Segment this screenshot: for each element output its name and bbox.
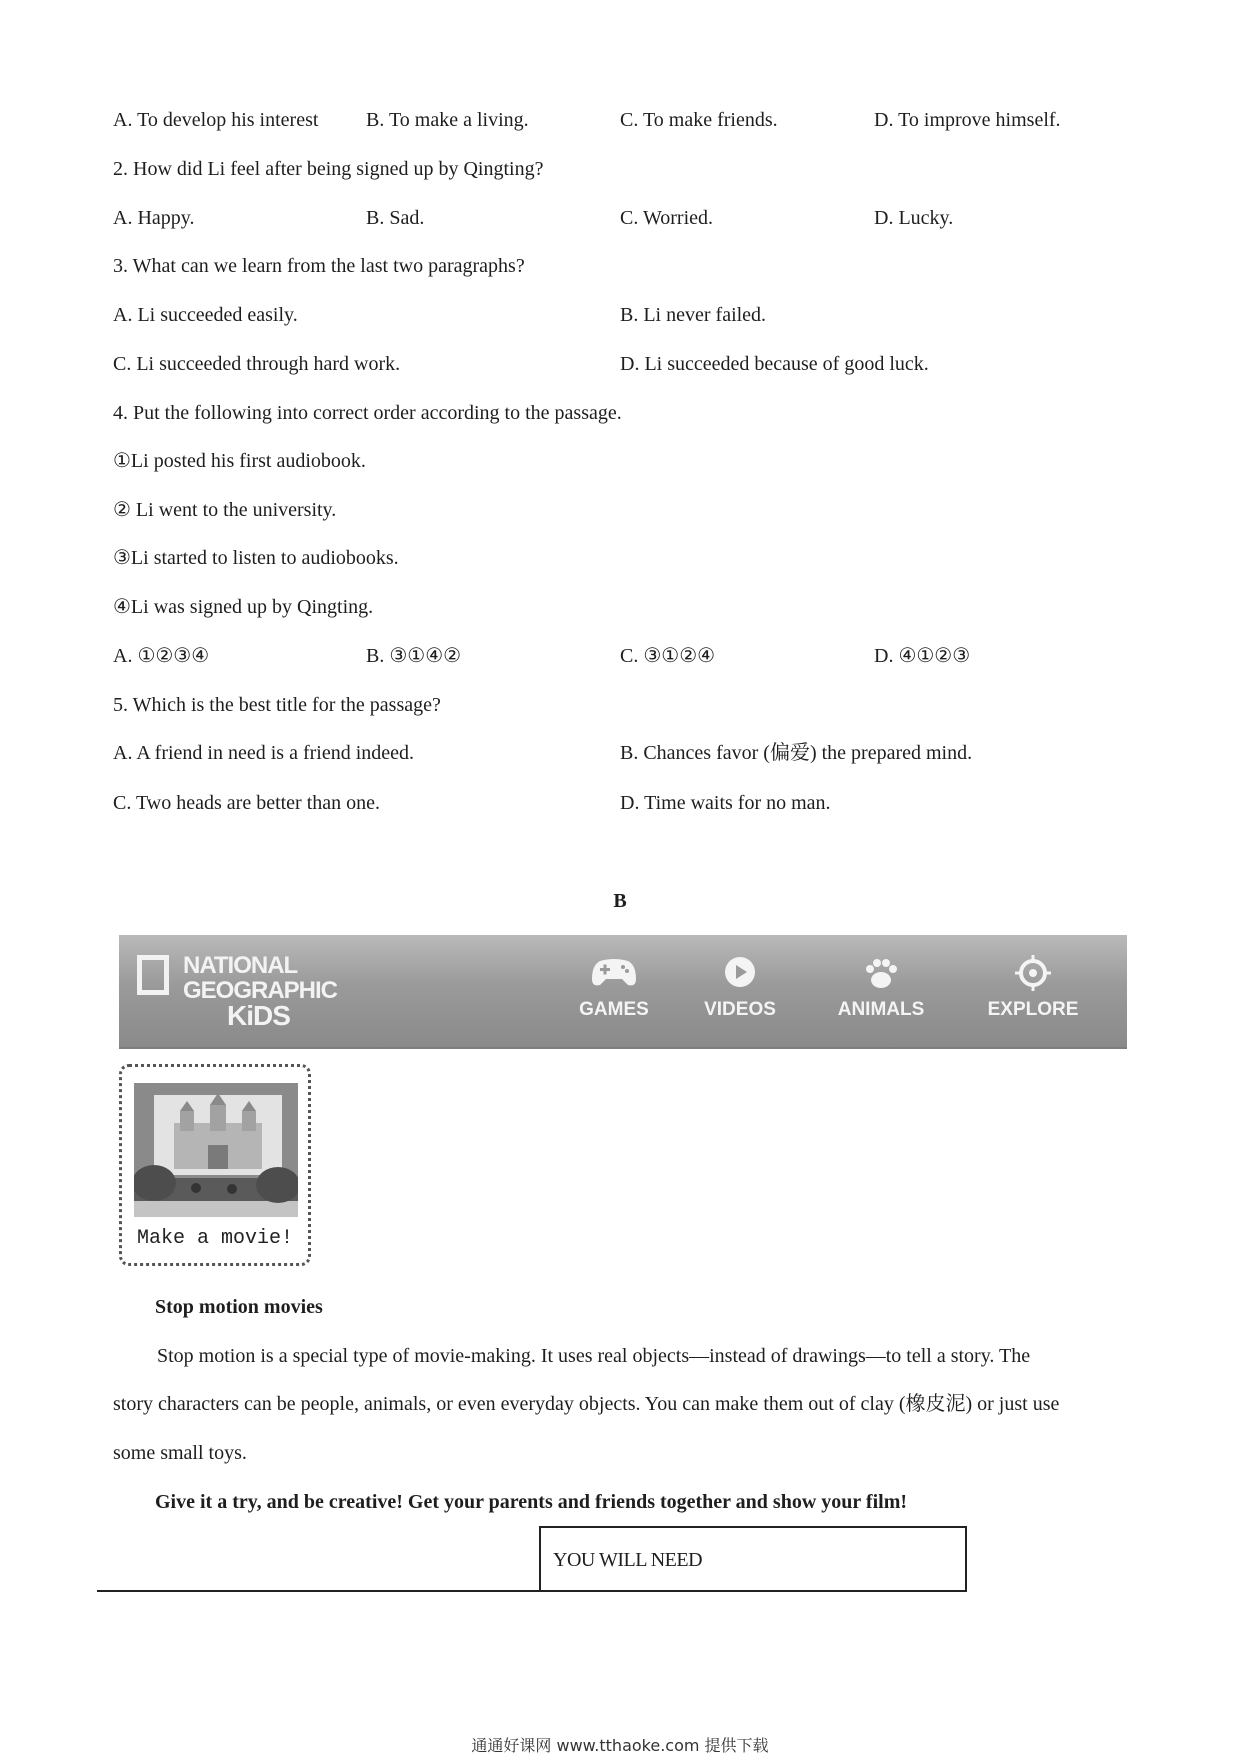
call-to-action: Give it a try, and be creative! Get your parents and friends together and show your film! — [155, 1491, 908, 1513]
nav-explore[interactable] — [978, 955, 1088, 1021]
stop-motion-photo — [134, 1083, 298, 1217]
nav-videos-label: VIDEOS — [704, 999, 776, 1020]
q5-option-c: C. Two heads are better than one. — [113, 792, 381, 814]
nav-videos[interactable] — [685, 955, 795, 1021]
q4-event-3: ③Li started to listen to audiobooks. — [113, 547, 399, 569]
play-icon — [685, 955, 795, 991]
q4-option-d: D. ④①②③ — [874, 645, 971, 667]
subtitle-stop-motion: Stop motion movies — [155, 1296, 323, 1318]
q2-stem: 2. How did Li feel after being signed up by Qingting? — [113, 158, 544, 180]
q4-event-2: ② Li went to the university. — [113, 499, 337, 521]
divider-line — [97, 1590, 540, 1592]
q3-option-d: D. Li succeeded because of good luck. — [620, 353, 929, 375]
q4-event-1: ①Li posted his first audiobook. — [113, 450, 366, 472]
paw-icon — [826, 955, 936, 991]
nav-games[interactable] — [559, 955, 669, 1021]
make-a-movie-card[interactable] — [119, 1064, 311, 1266]
logo-line-kids: KiDS — [227, 1000, 290, 1031]
section-b-heading: B — [613, 890, 627, 912]
q1-option-a: A. To develop his interest — [113, 109, 319, 131]
q4-stem: 4. Put the following into correct order according to the passage. — [113, 402, 622, 424]
q5-option-a: A. A friend in need is a friend indeed. — [113, 742, 415, 764]
q1-option-d: D. To improve himself. — [874, 109, 1061, 131]
paragraph-line-2: story characters can be people, animals, or even everyday objects. You can make them out of clay (橡皮泥) or just use — [113, 1393, 1060, 1415]
page-footer: 通通好课网 www.tthaoke.com 提供下载 — [471, 1736, 769, 1755]
paragraph-line-1: Stop motion is a special type of movie-making. It uses real objects—instead of drawings—to tell a story. The — [157, 1345, 1031, 1367]
q5-option-d: D. Time waits for no man. — [620, 792, 831, 814]
card-caption: Make a movie! — [136, 1227, 294, 1250]
natgeo-logo-icon — [137, 955, 169, 995]
q1-option-c: C. To make friends. — [620, 109, 778, 131]
q3-option-c: C. Li succeeded through hard work. — [113, 353, 401, 375]
q2-option-d: D. Lucky. — [874, 207, 954, 229]
q2-option-c: C. Worried. — [620, 207, 714, 229]
you-will-need-label: YOU WILL NEED — [553, 1549, 703, 1571]
q5-option-b: B. Chances favor (偏爱) the prepared mind. — [620, 742, 973, 764]
q5-stem: 5. Which is the best title for the passage? — [113, 694, 441, 716]
compass-icon — [978, 955, 1088, 991]
nav-explore-label: EXPLORE — [987, 999, 1079, 1020]
q2-option-b: B. Sad. — [366, 207, 425, 229]
you-will-need-box — [539, 1526, 967, 1592]
nav-animals[interactable] — [826, 955, 936, 1021]
nav-games-label: GAMES — [579, 999, 649, 1020]
q1-option-b: B. To make a living. — [366, 109, 529, 131]
gamepad-icon — [559, 955, 669, 991]
q4-event-4: ④Li was signed up by Qingting. — [113, 596, 374, 618]
natgeo-kids-banner — [119, 935, 1127, 1049]
q3-option-b: B. Li never failed. — [620, 304, 767, 326]
nav-animals-label: ANIMALS — [837, 999, 925, 1020]
q4-option-c: C. ③①②④ — [620, 645, 716, 667]
q4-option-a: A. ①②③④ — [113, 645, 210, 667]
logo-line-national: NATIONAL — [183, 952, 298, 979]
logo-line-geographic: GEOGRAPHIC — [183, 977, 338, 1004]
q4-option-b: B. ③①④② — [366, 645, 462, 667]
natgeo-logo-text — [183, 952, 373, 1031]
q3-stem: 3. What can we learn from the last two paragraphs? — [113, 255, 525, 277]
q2-option-a: A. Happy. — [113, 207, 195, 229]
q3-option-a: A. Li succeeded easily. — [113, 304, 298, 326]
paragraph-line-3: some small toys. — [113, 1442, 247, 1464]
